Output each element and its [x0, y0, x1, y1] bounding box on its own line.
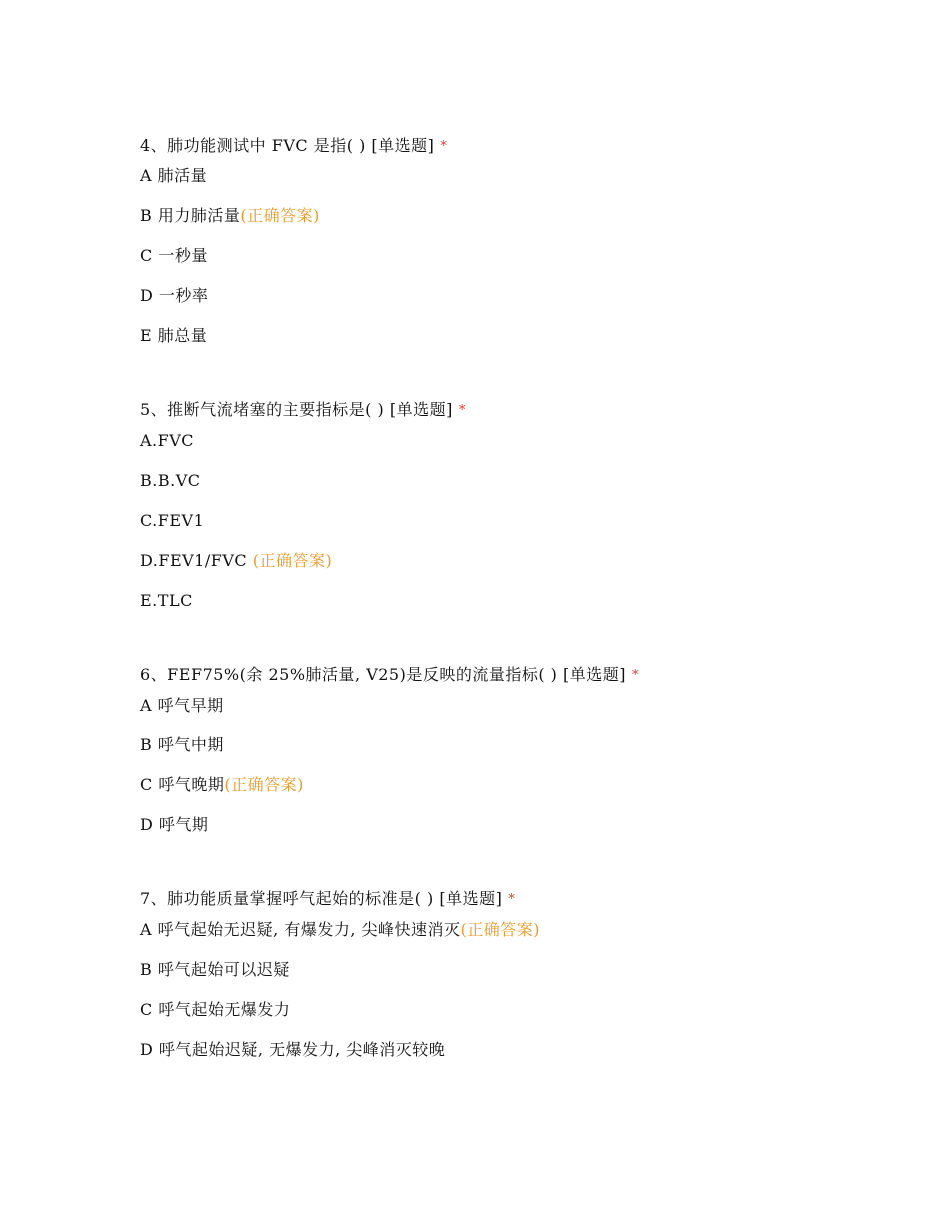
question-title: 7、肺功能质量掌握呼气起始的标准是( ) [单选题] *	[140, 889, 516, 908]
option-a: A 呼气起始无迟疑, 有爆发力, 尖峰快速消灭(正确答案)	[140, 920, 540, 939]
question-title: 4、肺功能测试中 FVC 是指( ) [单选题] *	[140, 136, 448, 155]
option-b: B 呼气起始可以迟疑	[140, 960, 290, 979]
option-b: B 呼气中期	[140, 735, 224, 754]
option-a: A 呼气早期	[140, 696, 224, 715]
correct-answer-label: (正确答案)	[252, 551, 333, 570]
option-b: B.B.VC	[140, 471, 201, 490]
question-title: 6、FEF75%(余 25%肺活量, V25)是反映的流量指标( ) [单选题] *	[140, 665, 639, 684]
option-c: C 一秒量	[140, 246, 208, 265]
question-title: 5、推断气流堵塞的主要指标是( ) [单选题] *	[140, 400, 466, 419]
option-a: A 肺活量	[140, 166, 208, 185]
option-e: E.TLC	[140, 591, 193, 610]
option-e: E 肺总量	[140, 326, 208, 345]
option-c: C.FEV1	[140, 511, 205, 530]
option-c: C 呼气晚期(正确答案)	[140, 775, 304, 794]
option-b: B 用力肺活量(正确答案)	[140, 206, 320, 225]
question-5	[140, 400, 920, 610]
correct-answer-label: (正确答案)	[460, 920, 540, 939]
option-d: D 呼气期	[140, 815, 209, 834]
required-star-icon: *	[508, 892, 516, 907]
option-a: A.FVC	[140, 431, 195, 450]
option-d: D.FEV1/FVC (正确答案)	[140, 551, 333, 570]
required-star-icon: *	[458, 403, 466, 418]
correct-answer-label: (正确答案)	[224, 775, 304, 794]
option-d: D 呼气起始迟疑, 无爆发力, 尖峰消灭较晚	[140, 1040, 446, 1059]
option-d: D 一秒率	[140, 286, 209, 305]
question-7	[140, 889, 920, 1059]
question-6	[140, 665, 920, 834]
required-star-icon: *	[440, 139, 448, 154]
required-star-icon: *	[632, 668, 639, 683]
option-c: C 呼气起始无爆发力	[140, 1000, 291, 1019]
correct-answer-label: (正确答案)	[240, 206, 320, 225]
question-4	[140, 136, 920, 345]
